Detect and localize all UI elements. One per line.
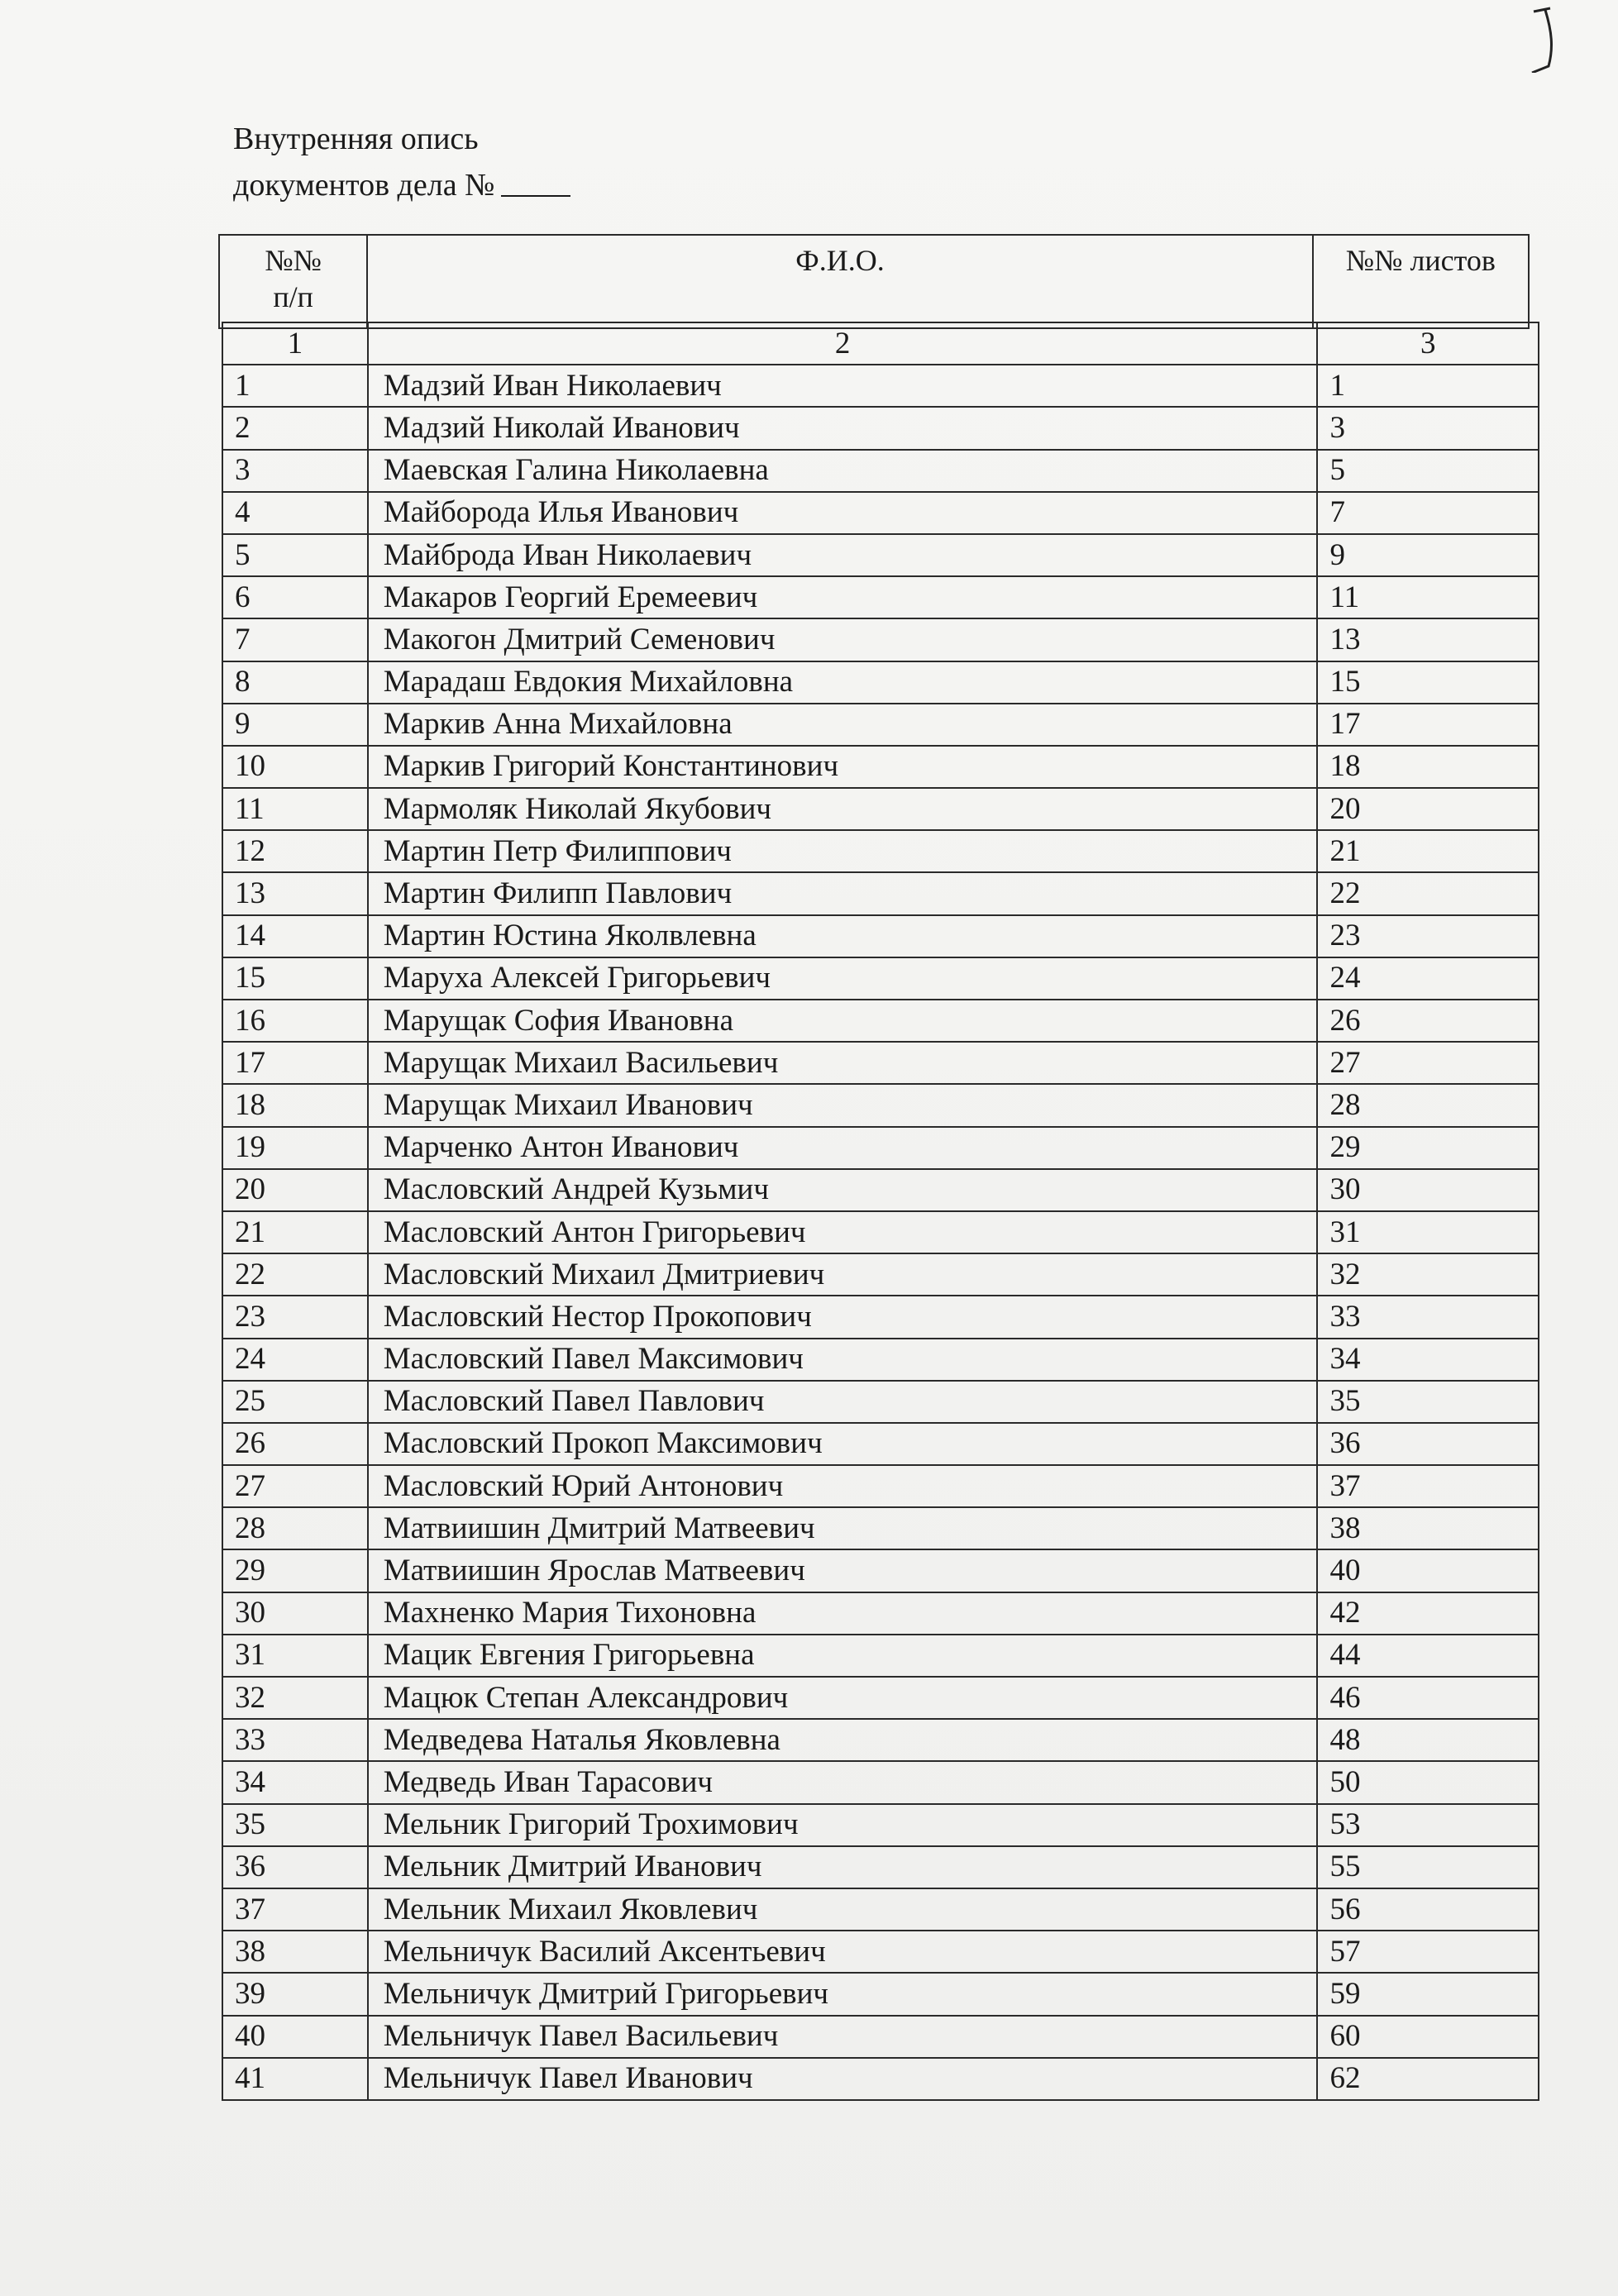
table-row bbox=[222, 2016, 1539, 2058]
row-sheet: 57 bbox=[1317, 1931, 1539, 1973]
table-row bbox=[222, 1169, 1539, 1211]
row-number: 15 bbox=[222, 957, 368, 1000]
heading-line-2-text: документов дела № bbox=[233, 168, 495, 203]
row-sheet: 46 bbox=[1317, 1677, 1539, 1719]
row-sheet: 20 bbox=[1317, 788, 1539, 830]
column-index-row bbox=[222, 322, 1539, 365]
row-number: 20 bbox=[222, 1169, 368, 1211]
row-sheet: 60 bbox=[1317, 2016, 1539, 2058]
row-name: Макогон Дмитрий Семенович bbox=[368, 618, 1318, 661]
row-sheet: 32 bbox=[1317, 1253, 1539, 1296]
row-name: Мельничук Василий Аксентьевич bbox=[368, 1931, 1318, 1973]
row-name: Мартин Юстина Яколвлевна bbox=[368, 915, 1318, 957]
row-name: Масловский Павел Павлович bbox=[368, 1381, 1318, 1423]
row-name: Майброда Иван Николаевич bbox=[368, 534, 1318, 576]
table-row bbox=[222, 1253, 1539, 1296]
row-sheet: 33 bbox=[1317, 1296, 1539, 1338]
row-sheet: 7 bbox=[1317, 492, 1539, 534]
row-sheet: 28 bbox=[1317, 1084, 1539, 1126]
row-sheet: 11 bbox=[1317, 576, 1539, 618]
row-number: 32 bbox=[222, 1677, 368, 1719]
row-name: Марущак Михаил Васильевич bbox=[368, 1042, 1318, 1084]
table-row bbox=[222, 1127, 1539, 1169]
row-name: Медведь Иван Тарасович bbox=[368, 1761, 1318, 1803]
row-name: Маруха Алексей Григорьевич bbox=[368, 957, 1318, 1000]
table-row bbox=[222, 957, 1539, 1000]
table-row bbox=[222, 1465, 1539, 1507]
row-name: Масловский Нестор Прокопович bbox=[368, 1296, 1318, 1338]
row-number: 18 bbox=[222, 1084, 368, 1126]
column-index-2: 2 bbox=[368, 322, 1318, 365]
row-number: 33 bbox=[222, 1719, 368, 1761]
row-sheet: 55 bbox=[1317, 1846, 1539, 1888]
row-number: 12 bbox=[222, 830, 368, 872]
row-sheet: 13 bbox=[1317, 618, 1539, 661]
row-name: Медведева Наталья Яковлевна bbox=[368, 1719, 1318, 1761]
row-sheet: 27 bbox=[1317, 1042, 1539, 1084]
row-name: Мельничук Павел Васильевич bbox=[368, 2016, 1318, 2058]
row-name: Марущак София Ивановна bbox=[368, 1000, 1318, 1042]
row-number: 11 bbox=[222, 788, 368, 830]
row-name: Масловский Михаил Дмитриевич bbox=[368, 1253, 1318, 1296]
row-number: 41 bbox=[222, 2058, 368, 2100]
table-row bbox=[222, 830, 1539, 872]
table-row bbox=[222, 1719, 1539, 1761]
row-number: 22 bbox=[222, 1253, 368, 1296]
row-number: 10 bbox=[222, 746, 368, 788]
row-number: 17 bbox=[222, 1042, 368, 1084]
row-number: 2 bbox=[222, 407, 368, 449]
row-sheet: 26 bbox=[1317, 1000, 1539, 1042]
row-name: Матвиишин Ярослав Матвеевич bbox=[368, 1549, 1318, 1592]
row-number: 13 bbox=[222, 872, 368, 914]
table-row bbox=[222, 1677, 1539, 1719]
table-row bbox=[222, 2058, 1539, 2100]
row-number: 29 bbox=[222, 1549, 368, 1592]
row-name: Мельник Дмитрий Иванович bbox=[368, 1846, 1318, 1888]
table-row bbox=[222, 915, 1539, 957]
table-row bbox=[222, 788, 1539, 830]
row-name: Мадзий Иван Николаевич bbox=[368, 365, 1318, 407]
row-sheet: 62 bbox=[1317, 2058, 1539, 2100]
row-number: 28 bbox=[222, 1507, 368, 1549]
corner-pen-mark bbox=[1527, 7, 1560, 73]
row-number: 7 bbox=[222, 618, 368, 661]
row-name: Мадзий Николай Иванович bbox=[368, 407, 1318, 449]
row-name: Масловский Антон Григорьевич bbox=[368, 1211, 1318, 1253]
row-sheet: 44 bbox=[1317, 1635, 1539, 1677]
table-row bbox=[222, 1339, 1539, 1381]
row-name: Майборода Илья Иванович bbox=[368, 492, 1318, 534]
row-sheet: 21 bbox=[1317, 830, 1539, 872]
table-row bbox=[222, 1423, 1539, 1465]
row-number: 37 bbox=[222, 1888, 368, 1931]
row-number: 26 bbox=[222, 1423, 368, 1465]
row-number: 31 bbox=[222, 1635, 368, 1677]
row-number: 39 bbox=[222, 1973, 368, 2015]
table-row bbox=[222, 450, 1539, 492]
row-sheet: 35 bbox=[1317, 1381, 1539, 1423]
column-index-3: 3 bbox=[1317, 322, 1539, 365]
header-sheets: №№ листов bbox=[1313, 235, 1529, 328]
row-name: Масловский Юрий Антонович bbox=[368, 1465, 1318, 1507]
table-row bbox=[222, 1592, 1539, 1635]
table-row bbox=[222, 746, 1539, 788]
table-row bbox=[222, 1888, 1539, 1931]
row-sheet: 5 bbox=[1317, 450, 1539, 492]
column-index-1: 1 bbox=[222, 322, 368, 365]
row-sheet: 37 bbox=[1317, 1465, 1539, 1507]
row-name: Мацик Евгения Григорьевна bbox=[368, 1635, 1318, 1677]
row-name: Махненко Мария Тихоновна bbox=[368, 1592, 1318, 1635]
row-number: 4 bbox=[222, 492, 368, 534]
row-name: Мельник Григорий Трохимович bbox=[368, 1804, 1318, 1846]
row-name: Маевская Галина Николаевна bbox=[368, 450, 1318, 492]
row-number: 25 bbox=[222, 1381, 368, 1423]
header-num-line2: п/п bbox=[273, 280, 313, 313]
row-number: 40 bbox=[222, 2016, 368, 2058]
heading-line-2 bbox=[233, 162, 570, 208]
row-number: 23 bbox=[222, 1296, 368, 1338]
row-sheet: 17 bbox=[1317, 704, 1539, 746]
row-name: Маркив Григорий Константинович bbox=[368, 746, 1318, 788]
row-sheet: 53 bbox=[1317, 1804, 1539, 1846]
table-row bbox=[222, 618, 1539, 661]
row-name: Марченко Антон Иванович bbox=[368, 1127, 1318, 1169]
inventory-table bbox=[222, 322, 1539, 2101]
row-name: Мельничук Дмитрий Григорьевич bbox=[368, 1973, 1318, 2015]
row-number: 38 bbox=[222, 1931, 368, 1973]
inventory-header-table bbox=[218, 234, 1530, 329]
table-row bbox=[222, 1931, 1539, 1973]
row-number: 3 bbox=[222, 450, 368, 492]
row-number: 9 bbox=[222, 704, 368, 746]
row-name: Матвиишин Дмитрий Матвеевич bbox=[368, 1507, 1318, 1549]
row-sheet: 48 bbox=[1317, 1719, 1539, 1761]
row-name: Масловский Павел Максимович bbox=[368, 1339, 1318, 1381]
row-sheet: 3 bbox=[1317, 407, 1539, 449]
table-row bbox=[222, 1381, 1539, 1423]
row-name: Мартин Филипп Павлович bbox=[368, 872, 1318, 914]
table-row bbox=[222, 1042, 1539, 1084]
row-sheet: 24 bbox=[1317, 957, 1539, 1000]
table-row bbox=[222, 1973, 1539, 2015]
row-sheet: 23 bbox=[1317, 915, 1539, 957]
row-sheet: 29 bbox=[1317, 1127, 1539, 1169]
row-sheet: 31 bbox=[1317, 1211, 1539, 1253]
row-number: 8 bbox=[222, 661, 368, 704]
header-num-line1: №№ bbox=[265, 244, 322, 277]
table-row bbox=[222, 1761, 1539, 1803]
row-number: 36 bbox=[222, 1846, 368, 1888]
row-name: Масловский Прокоп Максимович bbox=[368, 1423, 1318, 1465]
table-row bbox=[222, 1296, 1539, 1338]
row-sheet: 15 bbox=[1317, 661, 1539, 704]
row-number: 1 bbox=[222, 365, 368, 407]
row-name: Мартин Петр Филиппович bbox=[368, 830, 1318, 872]
row-sheet: 38 bbox=[1317, 1507, 1539, 1549]
row-sheet: 1 bbox=[1317, 365, 1539, 407]
table-row bbox=[222, 576, 1539, 618]
row-sheet: 34 bbox=[1317, 1339, 1539, 1381]
table-row bbox=[222, 534, 1539, 576]
table-row bbox=[222, 1000, 1539, 1042]
table-row bbox=[222, 1549, 1539, 1592]
table-row bbox=[222, 365, 1539, 407]
table-row bbox=[222, 407, 1539, 449]
heading-line-1: Внутренняя опись bbox=[233, 122, 479, 156]
row-number: 35 bbox=[222, 1804, 368, 1846]
row-sheet: 50 bbox=[1317, 1761, 1539, 1803]
row-number: 27 bbox=[222, 1465, 368, 1507]
table-row bbox=[222, 704, 1539, 746]
row-number: 14 bbox=[222, 915, 368, 957]
row-name: Мельничук Павел Иванович bbox=[368, 2058, 1318, 2100]
row-sheet: 36 bbox=[1317, 1423, 1539, 1465]
table-row bbox=[222, 1804, 1539, 1846]
row-name: Мельник Михаил Яковлевич bbox=[368, 1888, 1318, 1931]
table-row bbox=[222, 1507, 1539, 1549]
row-name: Марущак Михаил Иванович bbox=[368, 1084, 1318, 1126]
row-name: Маркив Анна Михайловна bbox=[368, 704, 1318, 746]
row-number: 30 bbox=[222, 1592, 368, 1635]
row-name: Марадаш Евдокия Михайловна bbox=[368, 661, 1318, 704]
table-row bbox=[222, 661, 1539, 704]
row-number: 21 bbox=[222, 1211, 368, 1253]
table-row bbox=[222, 1211, 1539, 1253]
row-number: 16 bbox=[222, 1000, 368, 1042]
row-number: 19 bbox=[222, 1127, 368, 1169]
row-name: Мацюк Степан Александрович bbox=[368, 1677, 1318, 1719]
header-name: Ф.И.О. bbox=[367, 235, 1312, 328]
table-row bbox=[222, 1846, 1539, 1888]
document-heading bbox=[233, 116, 570, 208]
table-row bbox=[222, 872, 1539, 914]
row-number: 34 bbox=[222, 1761, 368, 1803]
header-num bbox=[219, 235, 367, 328]
row-number: 6 bbox=[222, 576, 368, 618]
row-sheet: 42 bbox=[1317, 1592, 1539, 1635]
row-number: 24 bbox=[222, 1339, 368, 1381]
row-sheet: 22 bbox=[1317, 872, 1539, 914]
row-sheet: 30 bbox=[1317, 1169, 1539, 1211]
row-name: Мармоляк Николай Якубович bbox=[368, 788, 1318, 830]
row-sheet: 40 bbox=[1317, 1549, 1539, 1592]
row-sheet: 59 bbox=[1317, 1973, 1539, 2015]
row-name: Масловский Андрей Кузьмич bbox=[368, 1169, 1318, 1211]
row-name: Макаров Георгий Еремеевич bbox=[368, 576, 1318, 618]
row-sheet: 9 bbox=[1317, 534, 1539, 576]
table-row bbox=[222, 1635, 1539, 1677]
case-number-blank bbox=[501, 167, 570, 197]
row-sheet: 56 bbox=[1317, 1888, 1539, 1931]
row-number: 5 bbox=[222, 534, 368, 576]
row-sheet: 18 bbox=[1317, 746, 1539, 788]
table-row bbox=[222, 492, 1539, 534]
table-row bbox=[222, 1084, 1539, 1126]
